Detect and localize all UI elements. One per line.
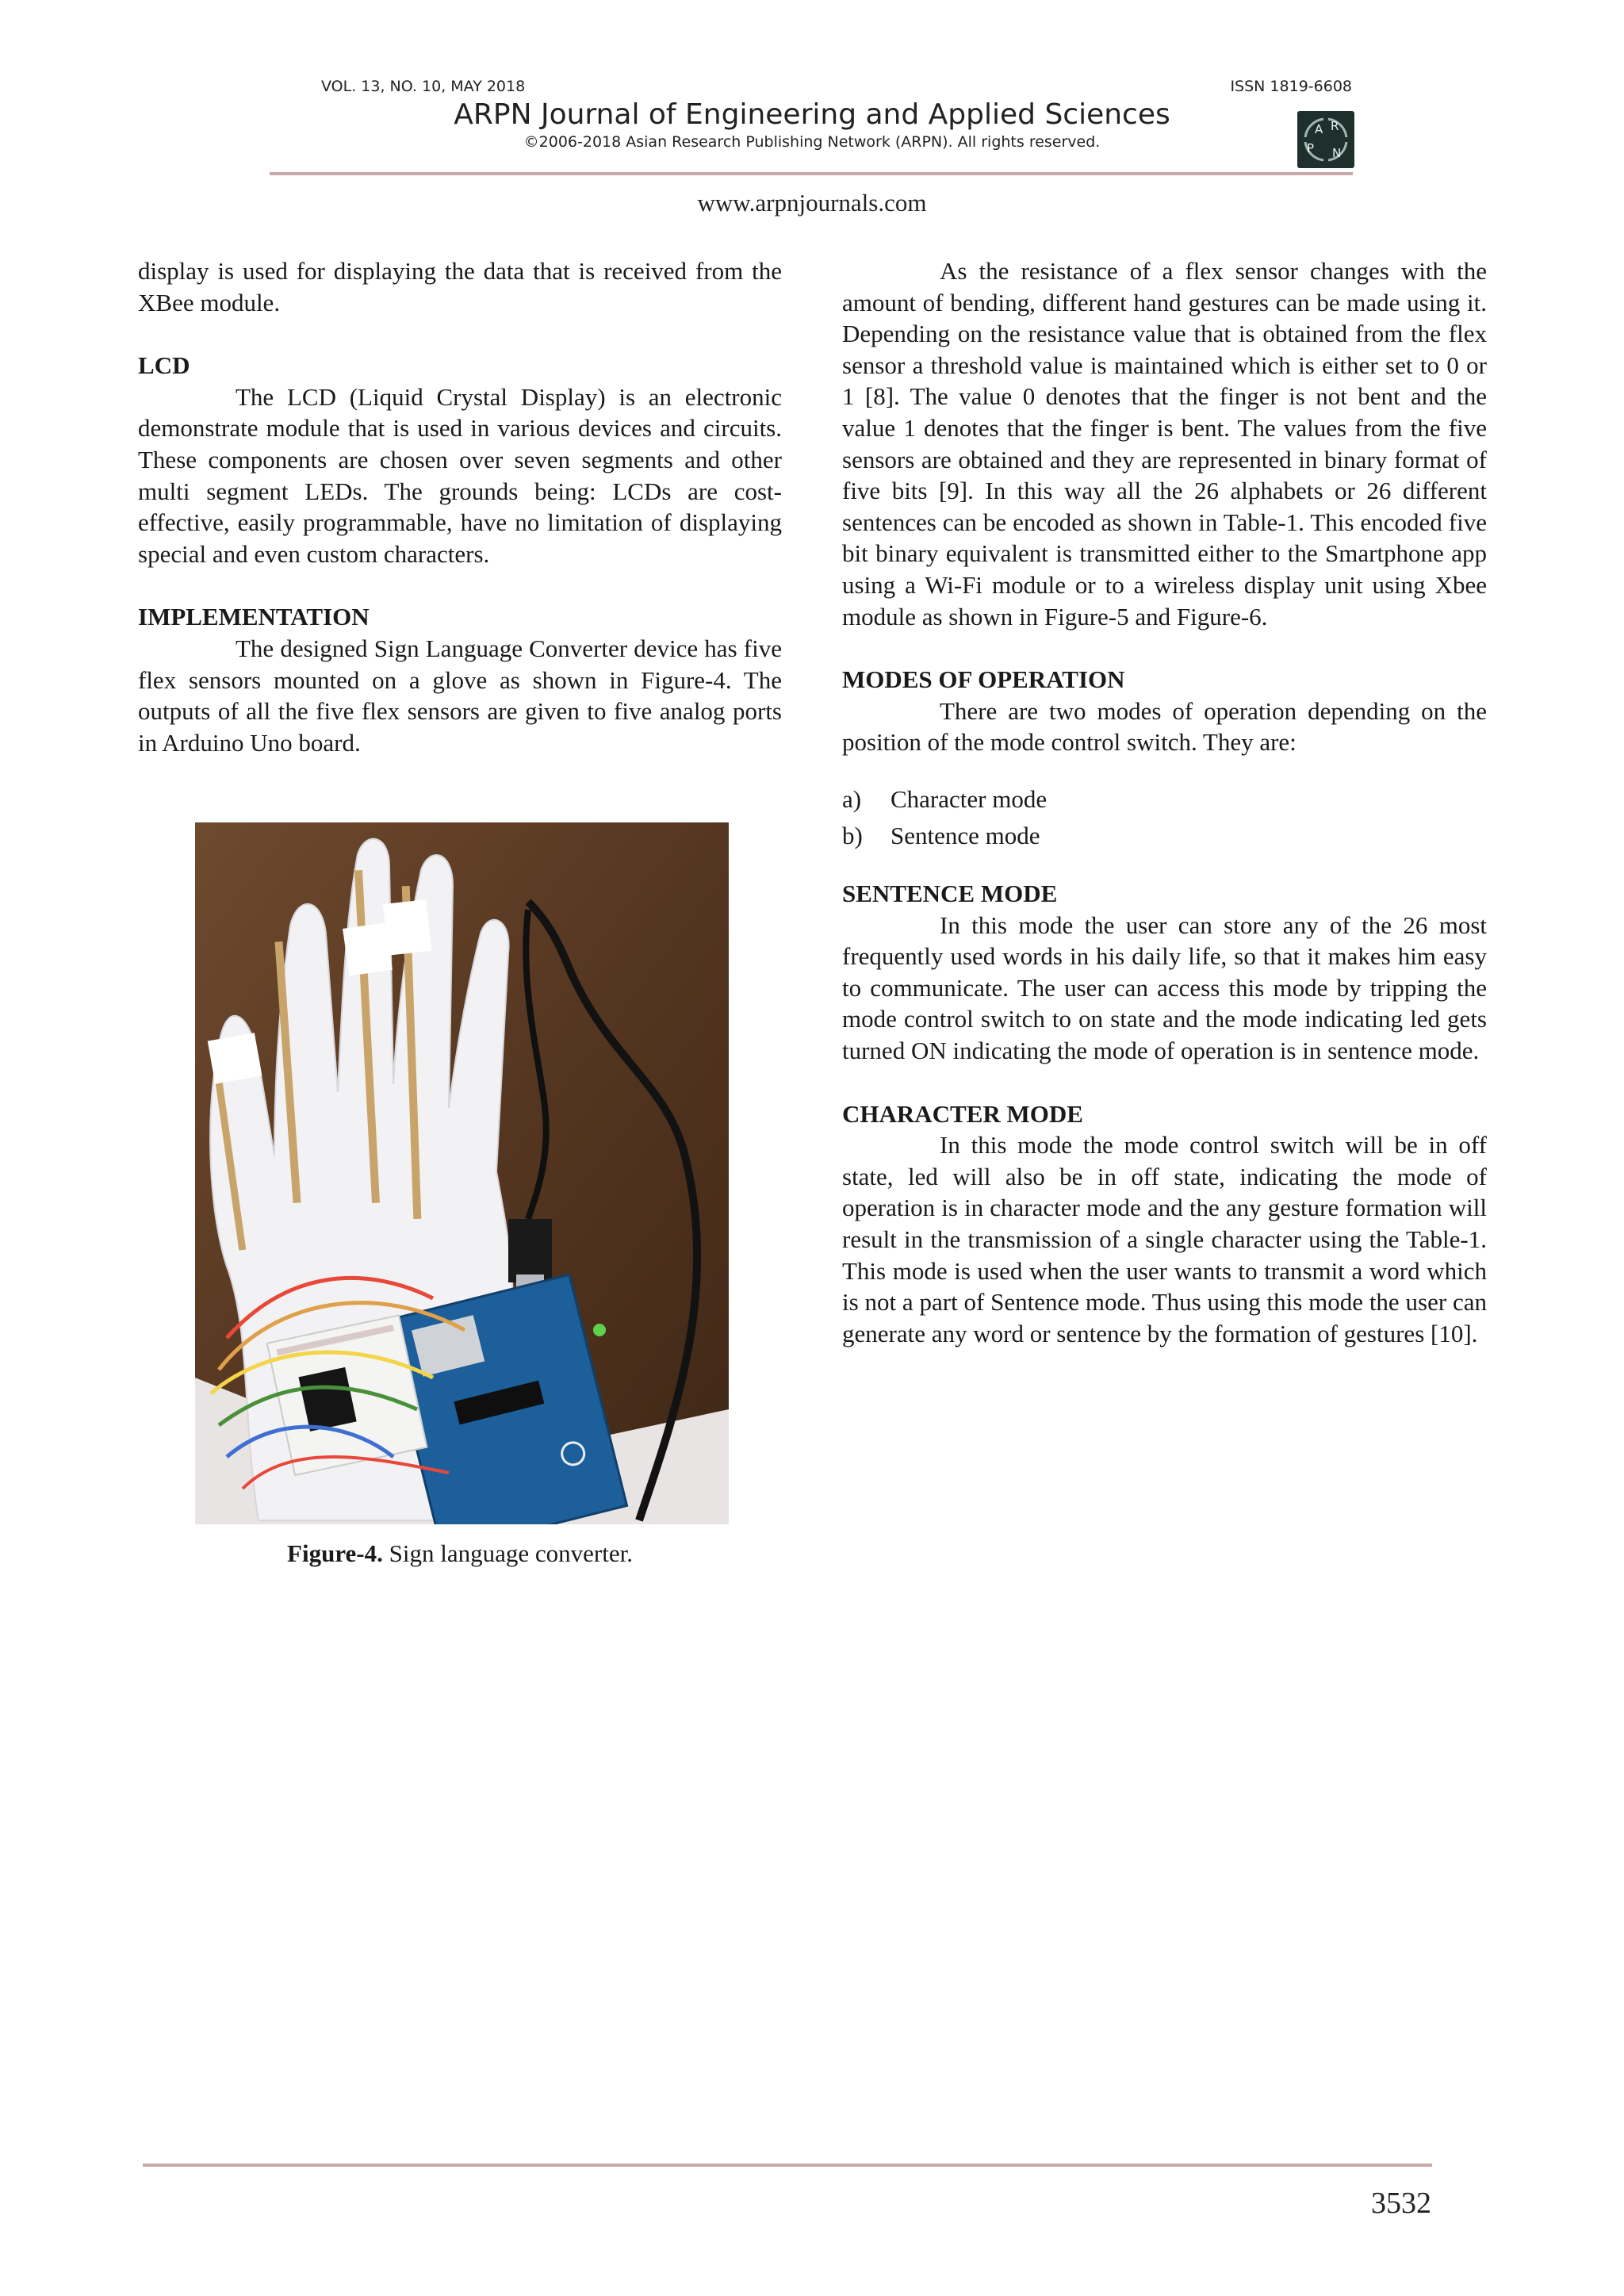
logo-letter-p: P <box>1307 141 1315 155</box>
flex-sensor-paragraph: As the resistance of a flex sensor changes with the amount of bending, different hand gestures can be made using it. Depending on the resistance value that is obtained from the flex sensor a threshold value is maintained which is either set to 0 or 1 [8]. The value 0 denotes that the finger is not bent and the value 1 denotes that the finger is bent. The values from the five sensors are obtained and they are represented in binary format of five bits [9]. In this way all the 26 alphabets or 26 different sentences can be encoded as shown in Table-1. This encoded five bit binary equivalent is transmitted either to the Smartphone app using a Wi-Fi module or to a wireless display unit using Xbee module as shown in Figure-5 and Figure-6. <box>842 257 1487 631</box>
figure-caption <box>138 1539 782 1568</box>
volume-info: VOL. 13, NO. 10, MAY 2018 <box>321 78 526 95</box>
intro-paragraph: display is used for displaying the data that is received from the XBee module. <box>138 257 782 316</box>
arpn-logo <box>1297 111 1354 168</box>
list-item <box>842 784 1487 815</box>
character-mode-paragraph: In this mode the mode control switch will be in off state, led will also be in off state, indicating the mode of operation is in character mode and the any gesture formation will result in the transmission of a single character using the Table-1. This mode is used when the user wants to transmit a word which is not a part of Sentence mode. Thus using this mode the user can generate any word or sentence by the formation of gestures [10]. <box>842 1131 1487 1347</box>
figure-caption-text: Sign language converter. <box>382 1539 633 1567</box>
figure-4-photo <box>195 822 729 1524</box>
logo-letter-a: A <box>1315 122 1323 136</box>
implementation-paragraph: The designed Sign Language Converter device has five flex sensors mounted on a glove as shown in Figure-4. The outputs of all the five flex sensors are given to five analog ports in Arduino Uno board. <box>138 634 782 757</box>
list-marker: b) <box>842 821 863 849</box>
page-number: 3532 <box>1371 2187 1431 2220</box>
list-text: Sentence mode <box>891 821 1040 849</box>
left-column <box>138 255 782 758</box>
list-item <box>842 820 1487 852</box>
lcd-paragraph: The LCD (Liquid Crystal Display) is an electronic demonstrate module that is used in various devices and circuits. These components are chosen over seven segments and other multi segment LEDs. The grounds being: LCDs are cost-effective, easily programmable, have no limitation of displaying special and even custom characters. <box>138 382 782 568</box>
journal-title: ARPN Journal of Engineering and Applied Sciences <box>454 98 1170 131</box>
sentence-mode-paragraph: In this mode the user can store any of the 26 most frequently used words in his daily life, so that it makes him easy to communicate. The user can access this mode by tripping the mode control switch to on state and the mode indicating led gets turned ON indicating the mode of operation is in sentence mode. <box>842 910 1487 1065</box>
implementation-heading: IMPLEMENTATION <box>138 603 370 631</box>
modes-paragraph: There are two modes of operation depending on the position of the mode control switch. They are: <box>842 696 1487 757</box>
list-marker: a) <box>842 784 862 813</box>
lcd-heading: LCD <box>138 351 190 380</box>
character-mode-heading: CHARACTER MODE <box>842 1099 1083 1128</box>
figure-label: Figure-4. <box>287 1539 383 1567</box>
logo-letter-n: N <box>1332 146 1342 160</box>
modes-heading: MODES OF OPERATION <box>842 665 1125 694</box>
issn: ISSN 1819-6608 <box>1230 78 1352 95</box>
footer-rule <box>143 2164 1432 2167</box>
journal-url: www.arpnjournals.com <box>697 189 927 217</box>
right-column <box>842 255 1487 1349</box>
logo-letter-r: R <box>1331 119 1339 133</box>
copyright-line: ©2006-2018 Asian Research Publishing Network (ARPN). All rights reserved. <box>523 133 1101 151</box>
list-text: Character mode <box>891 784 1048 813</box>
header-rule <box>270 172 1353 175</box>
sentence-mode-heading: SENTENCE MODE <box>842 880 1058 908</box>
